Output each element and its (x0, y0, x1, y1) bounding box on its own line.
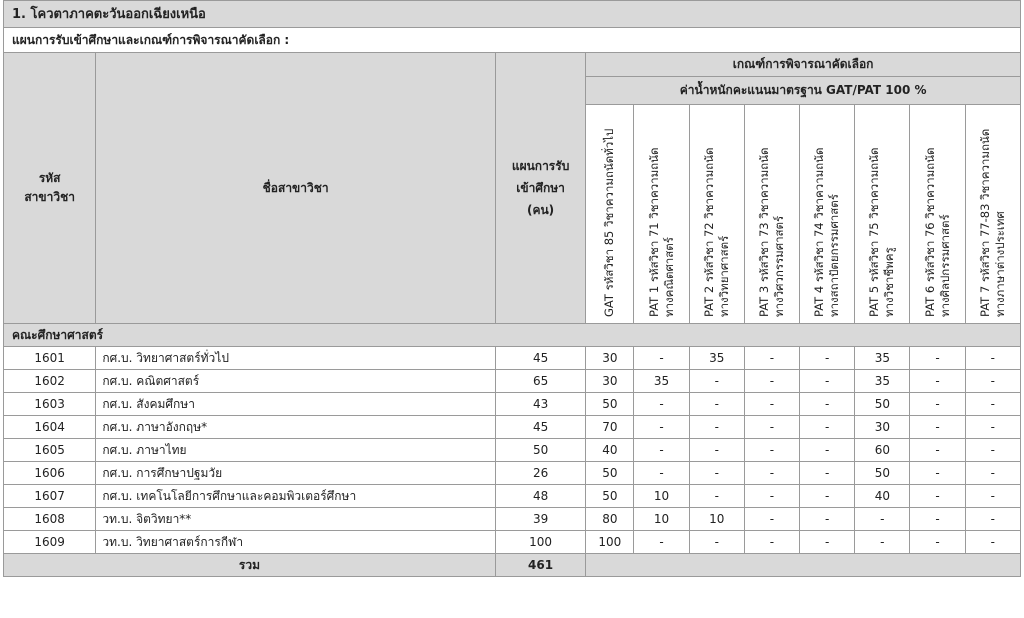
row-weight: - (744, 393, 799, 416)
row-weight: - (910, 416, 965, 439)
row-weight: - (910, 531, 965, 554)
row-plan: 50 (495, 439, 585, 462)
table-row (4, 370, 1021, 393)
row-code: 1609 (4, 531, 96, 554)
header-subject-pat5: PAT 5 รหัสวิชา 75 วิชาความถนัด ทางวิชาชีพครู (855, 105, 910, 324)
row-weight: - (910, 508, 965, 531)
row-code: 1605 (4, 439, 96, 462)
row-weight: - (965, 508, 1020, 531)
row-plan: 48 (495, 485, 585, 508)
row-weight: - (965, 347, 1020, 370)
row-plan: 100 (495, 531, 585, 554)
document-page (3, 0, 1021, 618)
row-code: 1604 (4, 416, 96, 439)
header-subject-pat6: PAT 6 รหัสวิชา 76 วิชาความถนัด ทางศิลปกรรมศาสตร์ (910, 105, 965, 324)
header-criteria: เกณฑ์การพิจารณาคัดเลือก (586, 53, 1021, 77)
row-name: กศ.บ. เทคโนโลยีการศึกษาและคอมพิวเตอร์ศึกษา (96, 485, 496, 508)
header-subject-gat: GAT รหัสวิชา 85 วิชาความถนัดทั่วไป (586, 105, 634, 324)
row-name: กศ.บ. ภาษาอังกฤษ* (96, 416, 496, 439)
row-weight: - (965, 393, 1020, 416)
header-subject-pat2: PAT 2 รหัสวิชา 72 วิชาความถนัด ทางวิทยาศาสตร์ (689, 105, 744, 324)
row-weight: - (800, 347, 855, 370)
row-weight: 60 (855, 439, 910, 462)
row-weight: - (744, 508, 799, 531)
row-weight: 50 (586, 462, 634, 485)
row-code: 1601 (4, 347, 96, 370)
row-weight: - (800, 531, 855, 554)
row-plan: 39 (495, 508, 585, 531)
header-subject-pat7: PAT 7 รหัสวิชา 77-83 วิชาความถนัด ทางภาษาต่างประเทศ (965, 105, 1020, 324)
table-row (4, 416, 1021, 439)
row-weight: - (800, 416, 855, 439)
row-weight: - (634, 439, 689, 462)
row-weight: - (689, 370, 744, 393)
header-subject-pat3: PAT 3 รหัสวิชา 73 วิชาความถนัด ทางวิศวกรรมศาสตร์ (744, 105, 799, 324)
row-weight: - (855, 531, 910, 554)
row-weight: - (689, 531, 744, 554)
row-weight: - (910, 439, 965, 462)
row-weight: 100 (586, 531, 634, 554)
total-value: 461 (495, 554, 585, 577)
row-weight: 35 (689, 347, 744, 370)
row-plan: 65 (495, 370, 585, 393)
row-code: 1608 (4, 508, 96, 531)
table-row (4, 439, 1021, 462)
row-weight: 30 (586, 370, 634, 393)
row-weight: - (800, 508, 855, 531)
total-empty (586, 554, 1021, 577)
table-row (4, 347, 1021, 370)
row-code: 1606 (4, 462, 96, 485)
header-subject-pat1: PAT 1 รหัสวิชา 71 วิชาความถนัด ทางคณิตศาสตร์ (634, 105, 689, 324)
row-weight: 50 (586, 485, 634, 508)
admission-table (3, 52, 1021, 577)
row-plan: 45 (495, 416, 585, 439)
row-weight: - (634, 416, 689, 439)
table-row (4, 531, 1021, 554)
row-weight: - (744, 531, 799, 554)
row-weight: - (744, 462, 799, 485)
row-weight: - (965, 416, 1020, 439)
row-weight: 10 (634, 485, 689, 508)
row-weight: - (800, 393, 855, 416)
row-name: กศ.บ. ภาษาไทย (96, 439, 496, 462)
table-row (4, 462, 1021, 485)
row-name: กศ.บ. คณิตศาสตร์ (96, 370, 496, 393)
row-weight: 10 (689, 508, 744, 531)
row-name: กศ.บ. สังคมศึกษา (96, 393, 496, 416)
row-name: วท.บ. จิตวิทยา** (96, 508, 496, 531)
row-weight: - (689, 462, 744, 485)
row-weight: - (689, 393, 744, 416)
row-weight: - (744, 439, 799, 462)
header-code: รหัส สาขาวิชา (4, 53, 96, 324)
row-weight: - (800, 485, 855, 508)
row-weight: - (744, 416, 799, 439)
header-plan: แผนการรับ เข้าศึกษา (คน) (495, 53, 585, 324)
row-weight: - (965, 370, 1020, 393)
row-weight: 30 (855, 416, 910, 439)
row-weight: 30 (586, 347, 634, 370)
row-weight: - (744, 370, 799, 393)
table-row (4, 508, 1021, 531)
row-weight: - (910, 370, 965, 393)
header-weight: ค่าน้ำหนักคะแนนมาตรฐาน GAT/PAT 100 % (586, 77, 1021, 105)
header-subject-pat4: PAT 4 รหัสวิชา 74 วิชาความถนัด ทางสถาปัตยกรรมศาสตร์ (800, 105, 855, 324)
row-weight: 10 (634, 508, 689, 531)
section-title: 1. โควตาภาคตะวันออกเฉียงเหนือ (3, 0, 1021, 28)
row-name: กศ.บ. การศึกษาปฐมวัย (96, 462, 496, 485)
row-weight: 35 (855, 370, 910, 393)
row-weight: 35 (634, 370, 689, 393)
row-weight: - (965, 531, 1020, 554)
row-weight: - (689, 485, 744, 508)
row-weight: 50 (586, 393, 634, 416)
row-plan: 26 (495, 462, 585, 485)
row-weight: - (634, 462, 689, 485)
row-name: กศ.บ. วิทยาศาสตร์ทั่วไป (96, 347, 496, 370)
row-code: 1603 (4, 393, 96, 416)
row-plan: 43 (495, 393, 585, 416)
row-weight: - (910, 393, 965, 416)
row-weight: - (689, 416, 744, 439)
row-weight: - (634, 393, 689, 416)
table-row (4, 393, 1021, 416)
row-weight: - (744, 485, 799, 508)
header-name: ชื่อสาขาวิชา (96, 53, 496, 324)
table-row (4, 485, 1021, 508)
row-weight: - (744, 347, 799, 370)
row-weight: - (965, 485, 1020, 508)
row-weight: - (965, 439, 1020, 462)
row-code: 1602 (4, 370, 96, 393)
row-weight: 40 (855, 485, 910, 508)
row-weight: - (965, 462, 1020, 485)
row-code: 1607 (4, 485, 96, 508)
total-label: รวม (4, 554, 496, 577)
row-plan: 45 (495, 347, 585, 370)
row-weight: 40 (586, 439, 634, 462)
row-weight: - (800, 370, 855, 393)
row-weight: - (634, 347, 689, 370)
row-weight: - (634, 531, 689, 554)
row-weight: 50 (855, 462, 910, 485)
row-weight: 35 (855, 347, 910, 370)
row-weight: - (910, 347, 965, 370)
row-weight: 70 (586, 416, 634, 439)
row-name: วท.บ. วิทยาศาสตร์การกีฬา (96, 531, 496, 554)
row-weight: - (800, 439, 855, 462)
row-weight: - (800, 462, 855, 485)
row-weight: - (855, 508, 910, 531)
row-weight: 80 (586, 508, 634, 531)
faculty-section: คณะศึกษาศาสตร์ (4, 324, 1021, 347)
row-weight: 50 (855, 393, 910, 416)
row-weight: - (910, 485, 965, 508)
row-weight: - (689, 439, 744, 462)
row-weight: - (910, 462, 965, 485)
section-subtitle: แผนการรับเข้าศึกษาและเกณฑ์การพิจารณาคัดเลือก : (3, 28, 1021, 52)
